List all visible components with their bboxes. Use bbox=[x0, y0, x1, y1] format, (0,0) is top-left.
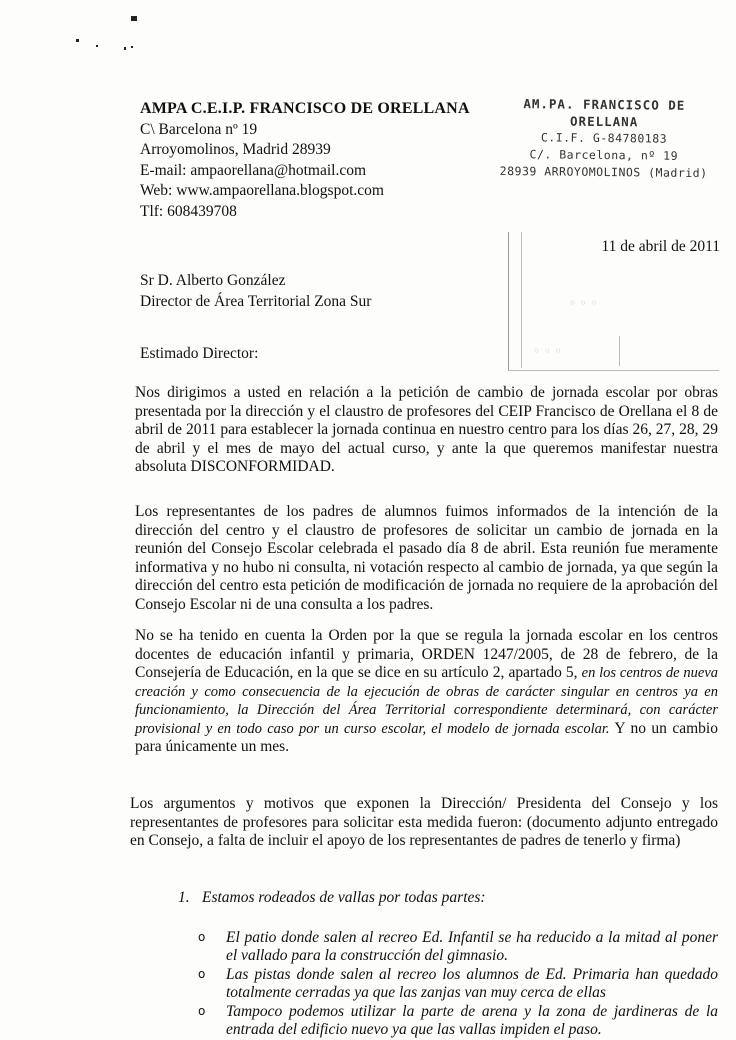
paragraph-3-intro: No se ha tenido en cuenta la Orden por la que se regula la jornada escolar en los centros docentes de educación infantil y primaria, ORDEN 1247/2005, de 28 de febrero, de la Consejería de Educación, en la que se dice en su artículo 2, apartado 5, bbox=[135, 627, 718, 681]
sender-block bbox=[140, 99, 500, 222]
list-number: 1. bbox=[178, 889, 190, 906]
bullet-text: Tampoco podemos utilizar la parte de arena y la zona de jardineras de la entrada del edificio nuevo ya que las vallas impiden el paso. bbox=[226, 1003, 718, 1038]
stamp-title: AM.PA. FRANCISCO DE ORELLANA bbox=[523, 96, 686, 130]
stamp-street: C/. Barcelona, nº 19 bbox=[529, 147, 679, 163]
bullet-text: Las pistas donde salen al recreo los alumnos de Ed. Primaria han quedado totalmente cerradas ya que las zanjas van muy cerca de ellas bbox=[226, 966, 718, 1001]
bullet-item bbox=[198, 966, 718, 1001]
paragraph-3-quote: en los centros de nueva creación y como consecuencia de la ejecución de obras de carácter singular en centros ya en funcionamiento, la Dirección del Área Territorial correspondiente determinará, con carácter provisional y en todo caso por un curso escolar, el modelo de jornada escolar. bbox=[135, 665, 719, 737]
sender-city: Arroyomolinos, Madrid 28939 bbox=[140, 141, 331, 158]
list-item-1 bbox=[178, 889, 486, 907]
salutation: Estimado Director: bbox=[140, 345, 259, 362]
paragraph-3-outro: Y no un cambio para únicamente un mes. bbox=[135, 719, 718, 755]
registry-box: ◦ ◦ ◦ ◦ ◦ ◦ bbox=[508, 232, 719, 371]
sender-web: Web: www.ampaorellana.blogspot.com bbox=[140, 182, 384, 199]
stamp-town: 28939 ARROYOMOLINOS (Madrid) bbox=[499, 163, 708, 181]
sender-address: C\ Barcelona nº 19 bbox=[140, 120, 258, 138]
stamp-cif: C.I.F. G-84780183 bbox=[540, 130, 668, 146]
letter-date: 11 de abril de 2011 bbox=[601, 238, 720, 255]
paragraph-3 bbox=[135, 627, 718, 757]
paragraph-1: Nos dirigimos a usted en relación a la petición de cambio de jornada escolar por obras presentada por la dirección y el claustro de profesores del CEIP Francisco de Orellana el 8 de abril de 2011 para establecer la jornada continua en nuestro centro para los días 26, 27, 28, 29 de abril y el mes de mayo del actual curso, y ante la que queremos manifestar nuestra absoluta DISCONFORMIDAD. bbox=[135, 384, 718, 475]
bullet-text: El patio donde salen al recreo Ed. Infantil se ha reducido a la mitad al poner el vallado para la construcción del gimnasio. bbox=[226, 929, 718, 964]
sender-organization: AMPA C.E.I.P. FRANCISCO DE ORELLANA bbox=[140, 100, 470, 117]
list-title: Estamos rodeados de vallas por todas partes: bbox=[202, 889, 486, 906]
recipient-block bbox=[140, 271, 500, 312]
bullet-item bbox=[198, 929, 718, 964]
bullet-circle-icon: o bbox=[198, 967, 206, 981]
bullet-circle-icon: o bbox=[198, 930, 206, 944]
paragraph-2: Los representantes de los padres de alumnos fuimos informados de la intención de la dirección del centro y el claustro de profesores de solicitar un cambio de jornada en la reunión del Consejo Escolar celebrada el pasado día 8 de abril. Esta reunión fue meramente informativa y no hubo ni consulta, ni votación respecto al cambio de jornada, ya que según la dirección del centro esta petición de modificación de jornada no requiere de la aprobación del Consejo Escolar ni de una consulta a los padres. bbox=[135, 503, 718, 613]
bullet-list bbox=[198, 929, 718, 1040]
recipient-title: Director de Área Territorial Zona Sur bbox=[140, 292, 372, 310]
bullet-circle-icon: o bbox=[198, 1004, 206, 1018]
sender-email: E-mail: ampaorellana@hotmail.com bbox=[140, 161, 367, 179]
sender-phone: Tlf: 608439708 bbox=[140, 202, 237, 220]
paragraph-4: Los argumentos y motivos que exponen la Dirección/ Presidenta del Consejo y los representantes de profesores para solicitar esta medida fueron: (documento adjunto entregado en Consejo, a falta de incluir el apoyo de los representantes de padres de tenerlo y firma) bbox=[130, 795, 718, 849]
bullet-item bbox=[198, 1003, 718, 1038]
association-stamp bbox=[488, 95, 721, 182]
recipient-name: Sr D. Alberto González bbox=[140, 272, 286, 289]
